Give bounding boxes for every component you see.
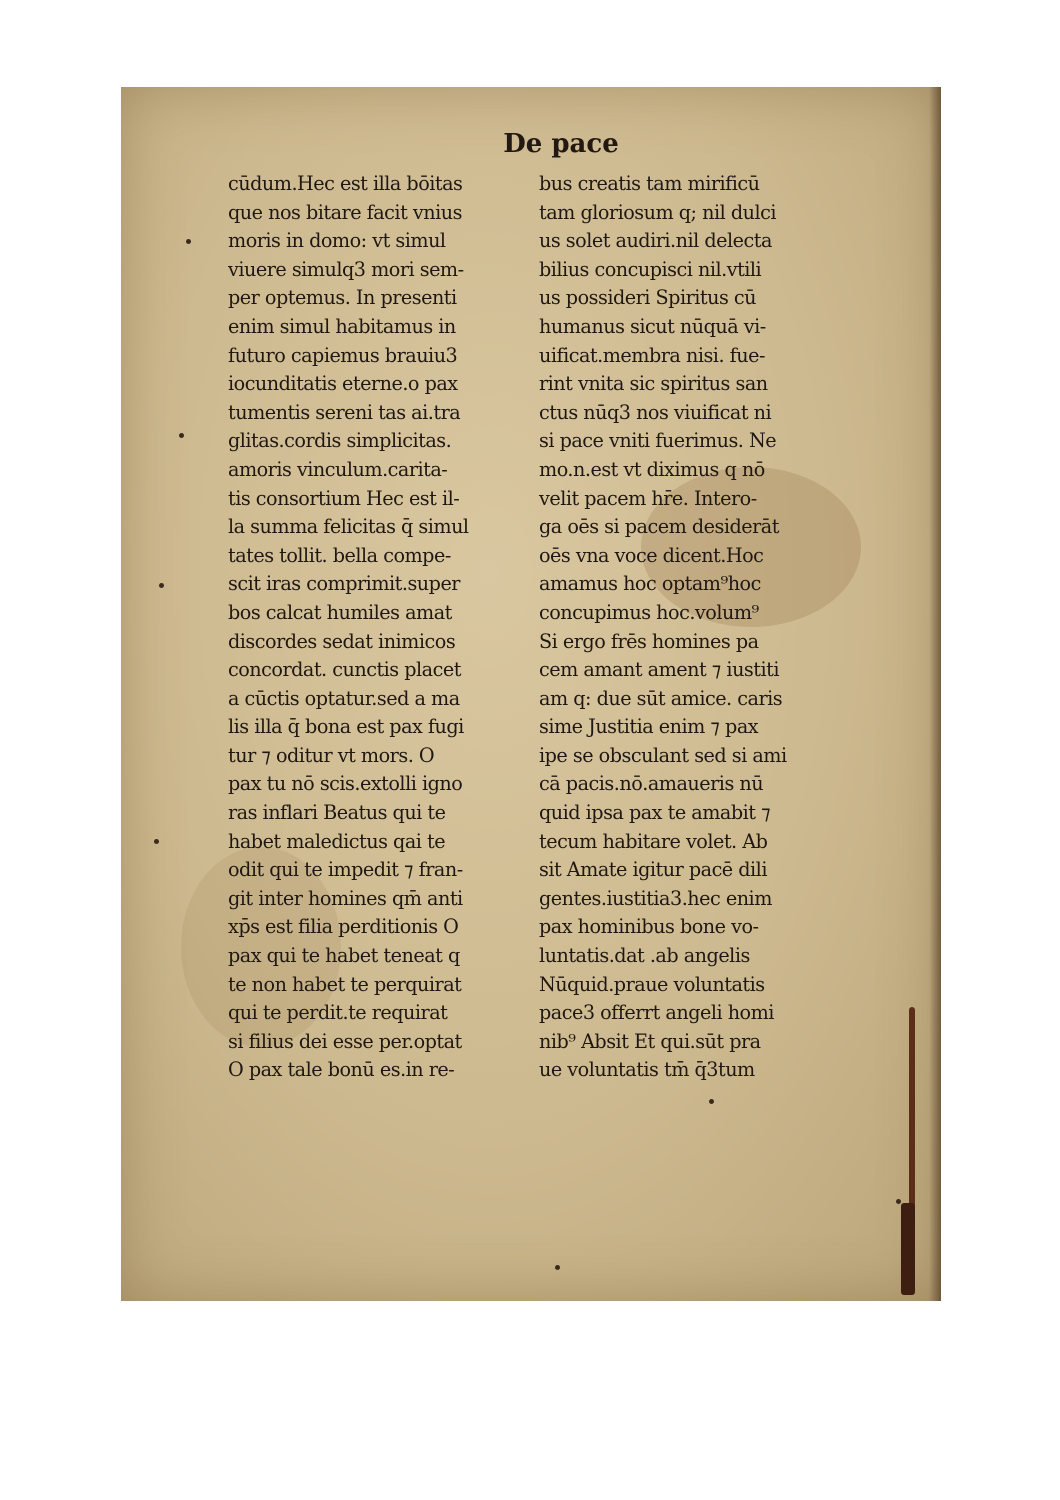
text-line: futuro capiemus brauiu3 (228, 343, 458, 367)
text-line: rint vnita sic spiritus san (539, 372, 768, 396)
text-line: ctus nūq3 nos viuificat ni (539, 400, 772, 424)
text-line: amoris vinculum.carita- (228, 457, 448, 481)
text-line: nib⁹ Absit Et qui.sūt pra (539, 1029, 761, 1053)
ink-speck (896, 1199, 901, 1204)
text-line: am q: due sūt amice. caris (539, 686, 783, 710)
text-line: us solet audiri.nil delecta (539, 229, 772, 253)
text-line: ue voluntatis tm̄ q̄3tum (539, 1058, 755, 1082)
text-line: ipe se obsculant sed si ami (539, 743, 787, 767)
text-line: concupimus hoc.volum⁹ (539, 600, 759, 624)
text-line: a cūctis optatur.sed a ma (228, 686, 460, 710)
text-line: sime Justitia enim ⁊ pax (539, 715, 759, 739)
text-column-left (228, 170, 469, 1085)
text-line: Nūquid.praue voluntatis (539, 972, 765, 996)
text-line: uificat.membra nisi. fue- (539, 343, 765, 367)
text-column-right (539, 170, 787, 1085)
text-line: habet maledictus qai te (228, 829, 446, 853)
text-line: tam gloriosum q; nil dulci (539, 200, 777, 224)
text-line: bilius concupisci nil.vtili (539, 257, 762, 281)
text-line: gentes.iustitia3.hec enim (539, 886, 772, 910)
text-line: odit qui te impedit ⁊ fran- (228, 858, 463, 882)
text-line: la summa felicitas q̄ simul (228, 515, 469, 539)
text-line: concordat. cunctis placet (228, 658, 461, 682)
text-line: tumentis sereni tas ai.tra (228, 400, 461, 424)
ink-speck (186, 239, 191, 244)
text-line: pax qui te habet teneat q (228, 944, 460, 968)
text-line: discordes sedat inimicos (228, 629, 456, 653)
text-line: sit Amate igitur pacē dili (539, 858, 767, 882)
text-line: lis illa q̄ bona est pax fugi (228, 715, 464, 739)
text-line: oēs vna voce dicent.Hoc (539, 543, 764, 567)
text-line: pax tu nō scis.extolli igno (228, 772, 463, 796)
text-line: O pax tale bonū es.in re- (228, 1058, 455, 1082)
text-line: bos calcat humiles amat (228, 600, 452, 624)
text-line: si filius dei esse per.optat (228, 1029, 462, 1053)
ink-speck (159, 583, 164, 588)
text-line: si pace vniti fuerimus. Ne (539, 429, 777, 453)
text-line: tur ⁊ oditur vt mors. O (228, 743, 435, 767)
text-line: tecum habitare volet. Ab (539, 829, 768, 853)
text-line: tates tollit. bella compe- (228, 543, 451, 567)
text-line: pace3 offerrt angeli homi (539, 1001, 774, 1025)
text-line: viuere simulq3 mori sem- (228, 257, 464, 281)
text-line: xp̄s est filia perditionis O (228, 915, 459, 939)
text-line: tis consortium Hec est il- (228, 486, 460, 510)
text-line: luntatis.dat .ab angelis (539, 944, 750, 968)
text-line: per optemus. In presenti (228, 286, 457, 310)
text-line: git inter homines qm̄ anti (228, 886, 463, 910)
ink-speck (154, 839, 159, 844)
text-line: cā pacis.nō.amaueris nū (539, 772, 764, 796)
binding-thread (901, 1203, 915, 1295)
ink-speck (555, 1265, 560, 1270)
text-line: Si ergo frēs homines pa (539, 629, 759, 653)
manuscript-page (121, 87, 941, 1301)
binding-edge (929, 87, 941, 1301)
text-line: amamus hoc optam⁹hoc (539, 572, 761, 596)
text-line: mo.n.est vt diximus q nō (539, 457, 765, 481)
text-line: scit iras comprimit.super (228, 572, 460, 596)
text-line: velit pacem hr̄e. Intero- (539, 486, 757, 510)
running-head: De pace (503, 129, 619, 159)
text-line: enim simul habitamus in (228, 314, 456, 338)
text-line: us possideri Spiritus cū (539, 286, 757, 310)
text-line: humanus sicut nūquā vi- (539, 314, 766, 338)
text-line: ras inflari Beatus qui te (228, 801, 446, 825)
ink-speck (179, 433, 184, 438)
text-line: glitas.cordis simplicitas. (228, 429, 452, 453)
text-line: cem amant ament ⁊ iustiti (539, 658, 779, 682)
text-line: pax hominibus bone vo- (539, 915, 759, 939)
text-line: que nos bitare facit vnius (228, 200, 462, 224)
binding-thread (909, 1007, 915, 1207)
text-line: iocunditatis eterne.o pax (228, 372, 458, 396)
text-line: cūdum.Hec est illa bōitas (228, 172, 463, 195)
text-line: quid ipsa pax te amabit ⁊ (539, 801, 771, 825)
text-line: qui te perdit.te requirat (228, 1001, 448, 1025)
text-line: bus creatis tam mirificū (539, 172, 760, 195)
ink-speck (709, 1099, 714, 1104)
text-line: moris in domo: vt simul (228, 229, 446, 253)
text-line: ga oēs si pacem desiderāt (539, 515, 779, 539)
text-line: te non habet te perquirat (228, 972, 462, 996)
